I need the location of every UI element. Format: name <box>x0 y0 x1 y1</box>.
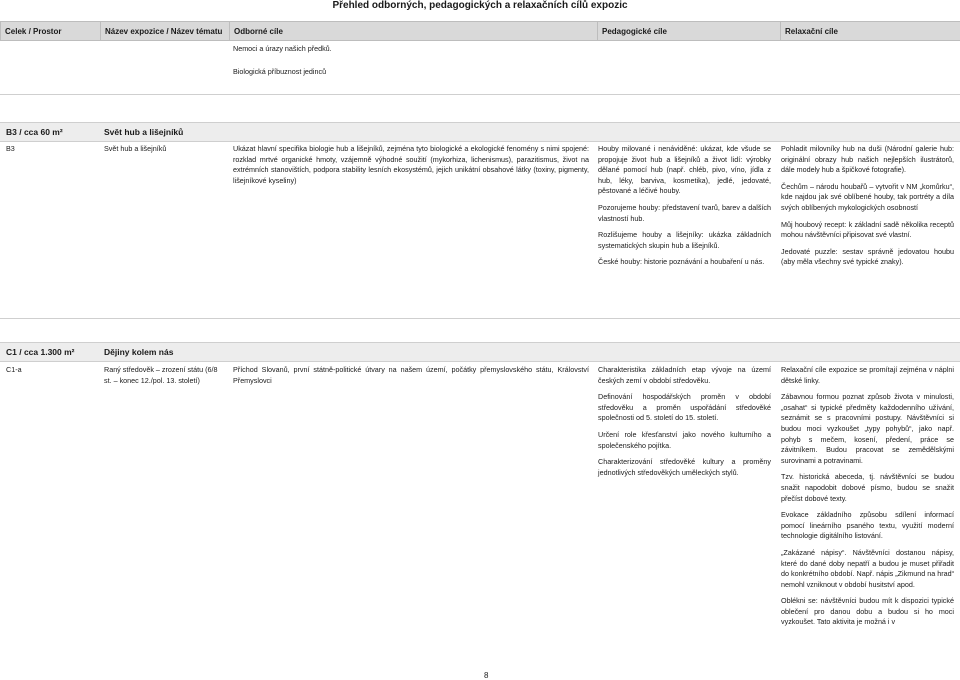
b3-ped-1: Houby milované i nenáviděné: ukázat, kde všude se propojuje život hub a lišejníků a život lidí: výrobky dělané pomocí hub (např. chléb, pivo, víno, jídla z hub, léky, barviva, kosmetika), jedlé, jedovaté, pěstované a léčivé houby. <box>598 144 771 197</box>
divider <box>0 94 960 95</box>
b3-rel-3: Můj houbový recept: k základní sadě několika receptů mohou návštěvníci připisovat své vlastní. <box>781 220 954 241</box>
b3-pedagogicke <box>598 144 771 274</box>
header-relaxacni: Relaxační cíle <box>781 22 960 41</box>
top-line-2: Biologická příbuznost jedinců <box>233 67 593 78</box>
table-header <box>0 21 960 41</box>
b3-ped-3: Rozlišujeme houby a lišejníky: ukázka základních systematických skupin hub a lišejníků. <box>598 230 771 251</box>
page-number: 8 <box>484 671 488 680</box>
b3-relaxacni <box>781 144 954 274</box>
section-c1-code: C1 / cca 1.300 m² <box>6 343 75 361</box>
c1-code: C1-a <box>6 365 96 376</box>
c1-rel-3: Tzv. historická abeceda, tj. návštěvníci se budou snažit napodobit dobové písmo, budou se snažit přečíst dobové texty. <box>781 472 954 504</box>
c1-rel-2: Zábavnou formou poznat způsob života v minulosti, „osahat“ si typické předměty každodenního užívání, seznámit se s pracovními postupy. Návštěvníci si budou moci vyzkoušet „typy pohybů“, jako např. pohyb s mečem, kosení, předení, práce se závitníkem. Budou pracovat se zemědělskými surovinami a potravinami. <box>781 392 954 466</box>
top-line-1: Nemoci a úrazy našich předků. <box>233 44 593 55</box>
c1-name: Raný středověk – zrození státu (6/8 st. – konec 12./pol. 13. století) <box>104 365 222 386</box>
b3-rel-2: Čechům – národu houbařů – vytvořit v NM „komůrku“, kde najdou jak své oblíbené houby, tak portréty a díla svých oblíbených mykologických osobností <box>781 182 954 214</box>
c1-rel-5: „Zakázané nápisy“. Návštěvníci dostanou nápisy, které do dané doby nepatří a budou je muset přiřadit do konkrétního období. Např. nápis „Zikmund na hrad“ nemohl vzniknout v období husitství apod. <box>781 548 954 590</box>
header-pedagogicke: Pedagogické cíle <box>598 22 781 41</box>
c1-odborne: Příchod Slovanů, první státně-politické útvary na našem území, počátky přemyslovského státu, Království Přemyslovci <box>233 365 589 386</box>
b3-ped-4: České houby: historie poznávání a houbaření u nás. <box>598 257 771 268</box>
c1-rel-4: Evokace základního způsobu sdílení informací pomocí lineárního psaného textu, využití moderní technologie digitálního listování. <box>781 510 954 542</box>
header-celek: Celek / Prostor <box>1 22 101 41</box>
b3-rel-4: Jedovaté puzzle: sestav správně jedovatou houbu (aby měla všechny své typické znaky). <box>781 247 954 268</box>
section-b3-header <box>0 122 960 142</box>
section-c1-title: Dějiny kolem nás <box>104 343 173 361</box>
divider <box>0 318 960 319</box>
header-nazev: Název expozice / Název tématu <box>101 22 230 41</box>
page-title: Přehled odborných, pedagogických a relaxačních cílů expozic <box>0 0 960 12</box>
c1-ped-1: Charakteristika základních etap vývoje na území českých zemí v období středověku. <box>598 365 771 386</box>
c1-ped-2: Definování hospodářských proměn v období středověku a proměn uspořádání středověké společnosti od 5. století do 15. století. <box>598 392 771 424</box>
header-odborne: Odborné cíle <box>230 22 598 41</box>
section-b3-code: B3 / cca 60 m² <box>6 123 63 141</box>
section-b3-title: Svět hub a lišejníků <box>104 123 183 141</box>
top-carryover <box>233 44 593 83</box>
b3-odborne: Ukázat hlavní specifika biologie hub a lišejníků, zejména tyto biologické a ekologické fenomény s nimi spojené: rozklad mrtvé organické hmoty, vzájemně výhodné soužití (mykorhiza, lichenismus), parazitismus, život na extrémních stanovištích, podpora stability lesních ekosystémů, jejich unikátní obsahové látky (toxiny, pigmenty, lišejníkové kyseliny) <box>233 144 589 186</box>
b3-ped-2: Pozorujeme houby: představení tvarů, barev a dalších vlastností hub. <box>598 203 771 224</box>
c1-pedagogicke <box>598 365 771 484</box>
b3-code: B3 <box>6 144 96 155</box>
b3-name: Svět hub a lišejníků <box>104 144 224 155</box>
c1-rel-1: Relaxační cíle expozice se promítají zejména v náplni dětské linky. <box>781 365 954 386</box>
c1-ped-4: Charakterizování středověké kultury a proměny jednotlivých středověkých uměleckých stylů. <box>598 457 771 478</box>
c1-ped-3: Určení role křesťanství jako nového kulturního a společenského pojítka. <box>598 430 771 451</box>
c1-rel-6: Obléknі se: návštěvníci budou mít k dispozici typické oblečení pro danou dobu a budou si ho moci vyzkoušet. Tato aktivita je možná i v <box>781 596 954 628</box>
section-c1-header <box>0 342 960 362</box>
b3-rel-1: Pohladit milovníky hub na duši (Národní galerie hub: originální obrazy hub našich nejlepších ilustrátorů, dále modely hub a špičkové fotografie). <box>781 144 954 176</box>
c1-relaxacni <box>781 365 954 668</box>
